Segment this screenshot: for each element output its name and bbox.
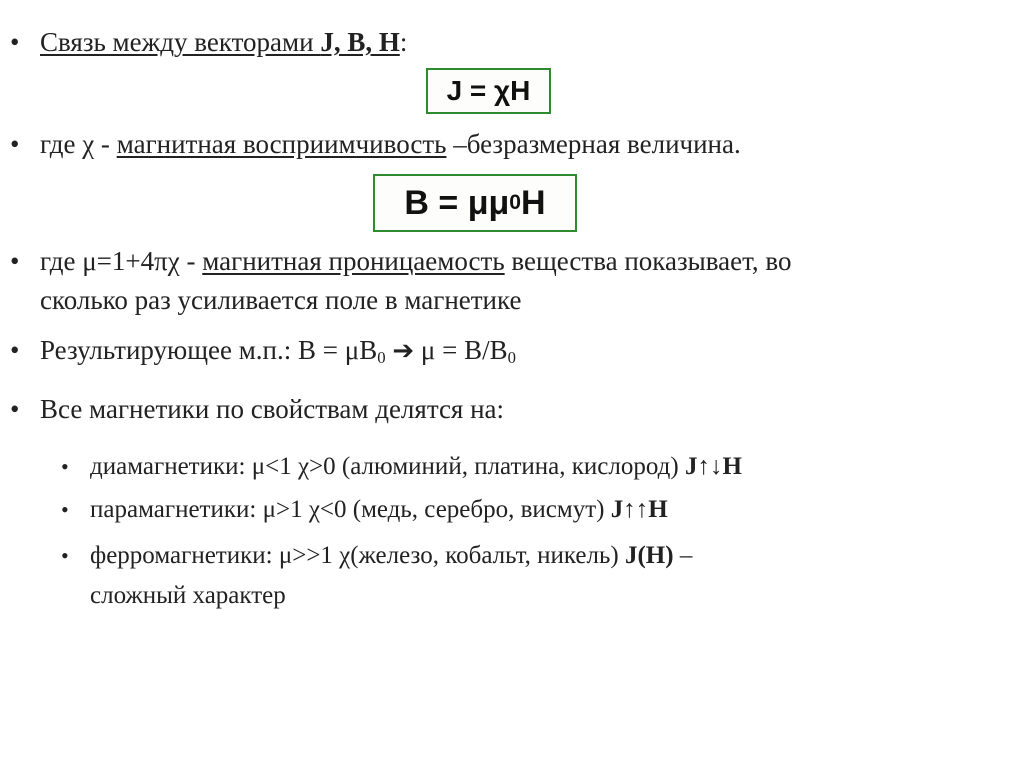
bullet-dot: • — [10, 246, 20, 276]
bullet-dot: • — [10, 129, 20, 159]
list-item-diamagnetics — [90, 452, 742, 482]
permeability-term: магнитная проницаемость — [202, 246, 505, 276]
permeability-line-continued: сколько раз усиливается поле в магнетике — [40, 285, 522, 315]
bullet-dot: • — [10, 335, 20, 365]
susceptibility-prefix: где χ - — [40, 129, 117, 159]
thick-right-arrow-icon: ➔ — [392, 336, 415, 366]
vectors-relation-colon: : — [399, 27, 408, 57]
permeability-prefix: где μ=1+4πχ - — [40, 246, 203, 276]
susceptibility-suffix: –безразмерная величина. — [446, 129, 741, 159]
diamagnetics-relation: J↑↓H — [684, 453, 742, 480]
classification-line: Все магнетики по свойствам делятся на: — [40, 394, 505, 424]
sub-bullet-dot: • — [61, 543, 69, 568]
ferromagnetics-relation: J(H) — [624, 542, 674, 569]
formula-j-chi-h — [426, 68, 551, 114]
bullet-dot: • — [10, 27, 20, 57]
paramagnetics-relation: J↑↑H — [610, 496, 668, 523]
resulting-field-sub1: 0 — [377, 348, 386, 368]
diamagnetics-text: диамагнетики: μ<1 χ>0 (алюминий, платина, кислород) — [90, 453, 685, 480]
susceptibility-term: магнитная восприимчивость — [116, 129, 447, 159]
susceptibility-line — [40, 128, 741, 160]
sub-bullet-dot: • — [61, 454, 69, 479]
vectors-relation-bold: J, B, H — [320, 27, 400, 57]
bullet-dot: • — [10, 394, 20, 424]
formula-j-chi-h-text: J = χH — [446, 75, 531, 106]
vectors-relation-text: Связь между векторами — [40, 27, 321, 57]
paramagnetics-text: парамагнетики: μ>1 χ<0 (медь, серебро, висмут) — [90, 496, 611, 523]
sub-bullet-dot: • — [61, 497, 69, 522]
permeability-line — [40, 245, 791, 277]
vectors-relation-line — [40, 26, 407, 58]
resulting-field-sub2: 0 — [507, 348, 517, 368]
resulting-field-text: Результирующее м.п.: B = μB — [40, 335, 378, 365]
ferromagnetics-continued: сложный характер — [90, 582, 286, 609]
formula-b-right: H — [521, 183, 546, 222]
permeability-suffix: вещества показывает, во — [504, 246, 792, 276]
resulting-field-line — [40, 334, 516, 367]
list-item-paramagnetics — [90, 495, 668, 525]
formula-b-left: B = μμ — [404, 183, 510, 222]
ferromagnetics-text: ферромагнетики: μ>>1 χ(железо, кобальт, никель) — [90, 542, 625, 569]
formula-b-mu-mu0-h: B = μμ 0 H — [373, 174, 577, 232]
resulting-field-mu: μ = B/B — [414, 335, 508, 365]
list-item-ferromagnetics — [90, 541, 692, 571]
ferromagnetics-dash: – — [673, 542, 693, 569]
